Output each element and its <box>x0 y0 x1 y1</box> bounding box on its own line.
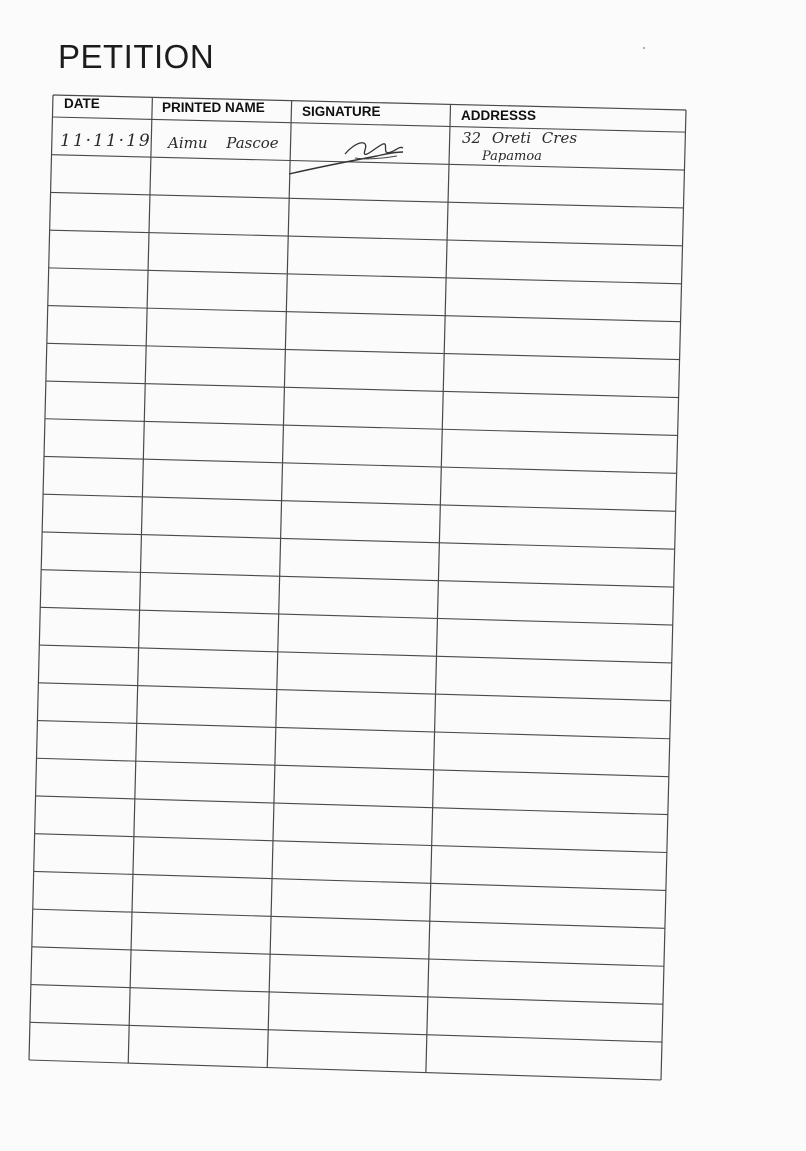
row-divider <box>37 721 669 739</box>
row-divider <box>31 985 663 1005</box>
column-header-date: DATE <box>64 96 100 111</box>
row-divider <box>38 683 670 701</box>
row-divider <box>34 871 666 890</box>
row-divider <box>42 532 675 549</box>
entry-address-line2: Papamoa <box>482 149 542 164</box>
row-divider <box>50 230 683 246</box>
row-divider <box>48 306 681 322</box>
row-divider <box>49 268 682 284</box>
row-divider <box>30 1022 662 1042</box>
row-divider <box>45 419 678 436</box>
entry-signature <box>285 132 425 182</box>
page-title: PETITION <box>58 38 215 75</box>
row-divider <box>43 494 676 511</box>
row-divider <box>40 607 672 625</box>
column-divider <box>29 95 53 1060</box>
entry-address-line1: 32 Oreti Cres <box>462 129 578 147</box>
column-header-address: ADDRESSS <box>461 108 537 123</box>
column-divider <box>128 97 152 1063</box>
row-divider <box>32 947 664 966</box>
row-divider <box>44 456 677 473</box>
row-divider <box>39 645 671 663</box>
row-divider <box>35 834 667 853</box>
row-divider <box>41 570 674 587</box>
entry-printed-name: Aimu Pascoe <box>168 134 279 152</box>
column-divider <box>267 101 291 1068</box>
entry-date: 11·11·19 <box>60 131 152 151</box>
row-divider <box>46 381 679 397</box>
row-divider <box>37 758 669 776</box>
column-header-signature: SIGNATURE <box>302 104 381 119</box>
row-divider <box>33 909 665 928</box>
row-divider <box>36 796 668 815</box>
header-row-divider <box>52 117 685 132</box>
row-divider <box>29 1060 661 1080</box>
column-divider <box>426 104 451 1072</box>
row-divider <box>47 343 680 359</box>
column-header-printed-name: PRINTED NAME <box>162 100 265 115</box>
row-divider <box>51 192 684 208</box>
column-divider <box>661 110 686 1080</box>
